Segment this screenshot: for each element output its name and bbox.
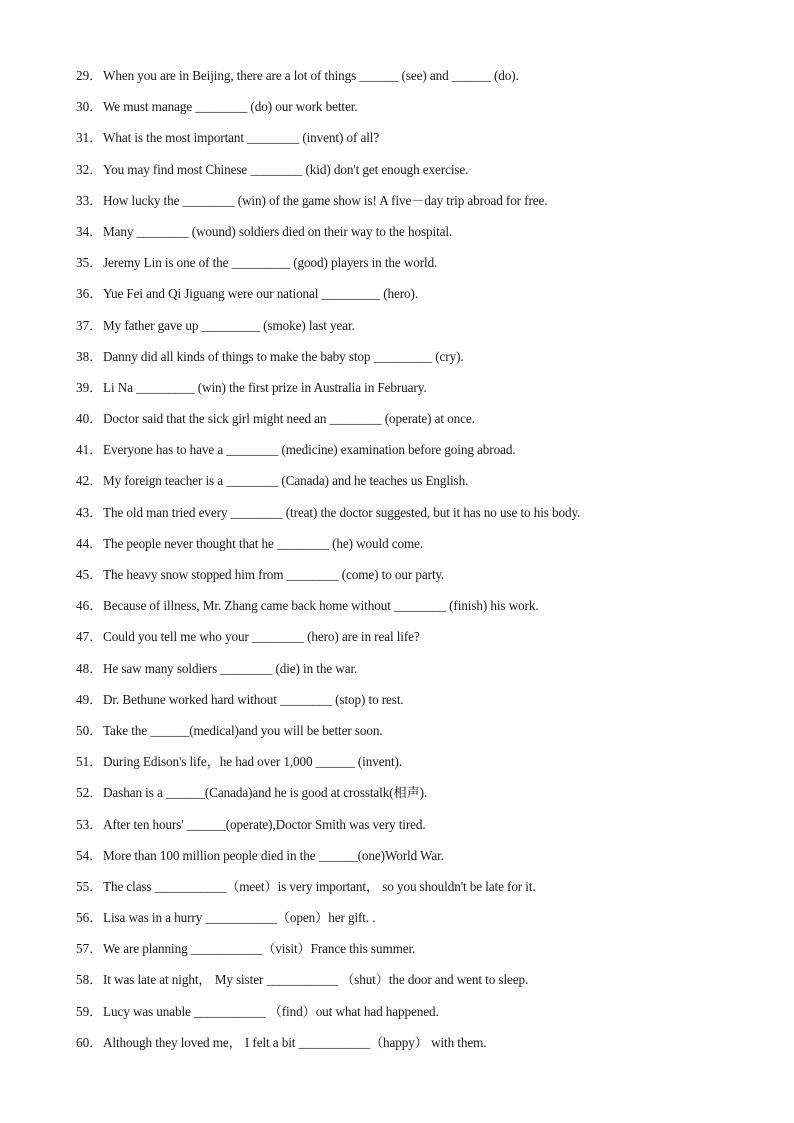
exercise-item (76, 316, 766, 347)
exercise-sentence: During Edison's life，he had over 1,000 ______ (invent). (103, 754, 403, 770)
exercise-item (76, 378, 766, 409)
exercise-item (76, 128, 766, 159)
exercise-sentence: It was late at night， My sister ___________ （shut）the door and went to sleep. (103, 972, 529, 988)
exercise-item (76, 1033, 766, 1064)
exercise-sentence: Lucy was unable ___________ （find）out what had happened. (103, 1003, 439, 1019)
exercise-number: 32． (76, 161, 103, 177)
exercise-sentence: My foreign teacher is a ________ (Canada) and he teaches us English. (103, 473, 469, 489)
exercise-number: 36． (76, 286, 103, 302)
exercise-item (76, 534, 766, 565)
exercise-item (76, 409, 766, 440)
exercise-sentence: The old man tried every ________ (treat) the doctor suggested, but it has no use to his body. (103, 504, 581, 520)
exercise-sentence: Lisa was in a hurry ___________（open）her gift. . (103, 910, 376, 926)
exercise-item (76, 596, 766, 627)
exercise-list (76, 66, 766, 1064)
exercise-number: 41． (76, 442, 103, 458)
exercise-sentence: Dashan is a ______(Canada)and he is good at crosstalk(相声). (103, 785, 428, 801)
exercise-sentence: Take the ______(medical)and you will be better soon. (103, 722, 383, 738)
exercise-number: 46． (76, 598, 103, 614)
exercise-number: 30． (76, 99, 103, 115)
exercise-sentence: He saw many soldiers ________ (die) in the war. (103, 660, 358, 676)
exercise-item (76, 284, 766, 315)
exercise-sentence: Yue Fei and Qi Jiguang were our national _________ (hero). (103, 286, 419, 302)
exercise-number: 43． (76, 504, 103, 520)
exercise-number: 59． (76, 1003, 103, 1019)
exercise-item (76, 565, 766, 596)
exercise-sentence: When you are in Beijing, there are a lot of things ______ (see) and ______ (do). (103, 68, 519, 83)
exercise-number: 31． (76, 130, 103, 146)
exercise-item (76, 939, 766, 970)
exercise-item (76, 908, 766, 939)
exercise-number: 55． (76, 878, 103, 894)
exercise-sentence: Doctor said that the sick girl might need an ________ (operate) at once. (103, 411, 475, 427)
exercise-sentence: After ten hours' ______(operate),Doctor Smith was very tired. (103, 816, 426, 832)
exercise-item (76, 471, 766, 502)
exercise-item (76, 783, 766, 814)
exercise-number: 47． (76, 629, 103, 645)
exercise-number: 33． (76, 192, 103, 208)
exercise-number: 29． (76, 68, 103, 83)
exercise-number: 49． (76, 691, 103, 707)
exercise-sentence: Jeremy Lin is one of the _________ (good) players in the world. (103, 255, 438, 271)
exercise-sentence: More than 100 million people died in the ______(one)World War. (103, 847, 444, 863)
exercise-sentence: The heavy snow stopped him from ________ (come) to our party. (103, 567, 445, 582)
exercise-number: 51． (76, 754, 103, 770)
exercise-item (76, 222, 766, 253)
exercise-number: 52． (76, 785, 103, 801)
exercise-item (76, 440, 766, 471)
exercise-number: 34． (76, 223, 103, 239)
exercise-number: 50． (76, 722, 103, 738)
exercise-number: 42． (76, 473, 103, 489)
exercise-number: 40． (76, 411, 103, 427)
exercise-number: 56． (76, 910, 103, 926)
exercise-sentence: Everyone has to have a ________ (medicine) examination before going abroad. (103, 442, 516, 458)
exercise-item (76, 191, 766, 222)
exercise-item (76, 347, 766, 378)
exercise-number: 57． (76, 941, 103, 957)
exercise-item (76, 627, 766, 658)
exercise-item (76, 503, 766, 534)
exercise-sentence: We are planning ___________（visit）France this summer. (103, 941, 416, 957)
exercise-sentence: Danny did all kinds of things to make the baby stop _________ (cry). (103, 348, 464, 364)
exercise-number: 44． (76, 535, 103, 551)
exercise-number: 54． (76, 847, 103, 863)
exercise-number: 48． (76, 660, 103, 676)
exercise-item (76, 846, 766, 877)
exercise-number: 60． (76, 1034, 103, 1050)
exercise-sentence: Li Na _________ (win) the first prize in Australia in February. (103, 379, 427, 395)
exercise-sentence: Could you tell me who your ________ (hero) are in real life? (103, 629, 420, 645)
exercise-item (76, 877, 766, 908)
exercise-number: 38． (76, 348, 103, 364)
exercise-number: 37． (76, 317, 103, 333)
exercise-sentence: Although they loved me， I felt a bit ___________（happy） with them. (103, 1034, 487, 1050)
exercise-item (76, 690, 766, 721)
exercise-sentence: You may find most Chinese ________ (kid) don't get enough exercise. (103, 161, 469, 177)
exercise-item (76, 721, 766, 752)
exercise-number: 45． (76, 567, 103, 582)
exercise-sentence: How lucky the ________ (win) of the game show is! A five－day trip abroad for free. (103, 192, 548, 208)
exercise-sentence: My father gave up _________ (smoke) last year. (103, 317, 355, 333)
exercise-number: 39． (76, 379, 103, 395)
exercise-item (76, 66, 766, 97)
exercise-sentence: The people never thought that he ________ (he) would come. (103, 535, 424, 551)
exercise-sentence: Dr. Bethune worked hard without ________ (stop) to rest. (103, 691, 404, 707)
exercise-number: 53． (76, 816, 103, 832)
exercise-sentence: The class ___________（meet）is very important， so you shouldn't be late for it. (103, 878, 536, 894)
exercise-item (76, 1002, 766, 1033)
exercise-item (76, 752, 766, 783)
exercise-sentence: What is the most important ________ (invent) of all? (103, 130, 380, 146)
exercise-item (76, 97, 766, 128)
exercise-item (76, 970, 766, 1001)
exercise-sentence: Because of illness, Mr. Zhang came back home without ________ (finish) his work. (103, 598, 539, 614)
exercise-number: 58． (76, 972, 103, 988)
exercise-number: 35． (76, 255, 103, 271)
exercise-sentence: Many ________ (wound) soldiers died on their way to the hospital. (103, 223, 453, 239)
exercise-sentence: We must manage ________ (do) our work better. (103, 99, 358, 115)
exercise-item (76, 659, 766, 690)
exercise-item (76, 253, 766, 284)
exercise-item (76, 815, 766, 846)
exercise-item (76, 160, 766, 191)
